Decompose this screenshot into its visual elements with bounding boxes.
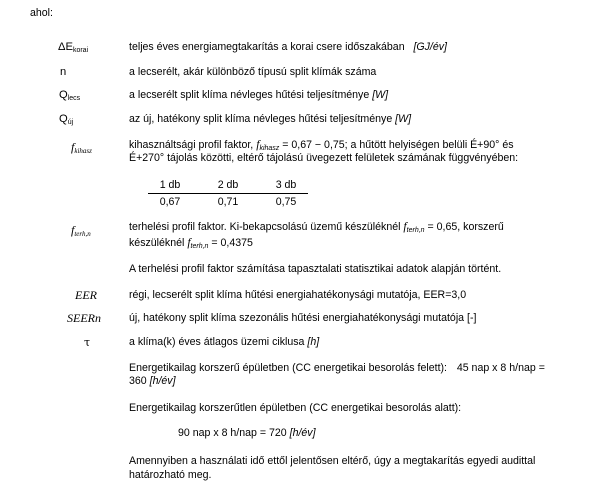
definition-f-terh-line1: terhelési profil faktor. Ki-bekapcsolású üzemű készüléknél $f_{terh,n} = 0,65$, korszerű	[129, 220, 504, 234]
table-cell: 0,75	[275, 196, 297, 208]
table-cell: 0,67	[159, 196, 181, 208]
definition-n: a lecserélt, akár különböző típusú split klímák száma	[129, 66, 377, 78]
table-header-cell: 3 db	[264, 177, 308, 194]
symbol-delta-e-korai: $\Delta E_{korai}$	[58, 41, 89, 54]
symbol-f-kihasz: $f_{kihasz}$	[71, 140, 92, 155]
profile-factor-table	[148, 177, 308, 210]
tau-modern-building-line2: 360 [h/év]	[129, 375, 176, 387]
symbol-f-terh-n: $f_{terh,n}$	[71, 223, 91, 238]
definition-q-lecs: a lecserélt split klíma névleges hűtési teljesítménye [W]	[129, 89, 389, 101]
table-header-cell: 2 db	[206, 177, 264, 194]
definition-q-uj: az új, hatékony split klíma névleges hűtési teljesítménye [W]	[129, 113, 412, 125]
definition-f-kihasz-line2: É+270° tájolás közötti, eltérő tájolású üvegezett felületek számának függvényében:	[129, 152, 519, 164]
symbol-n: n	[60, 66, 67, 78]
symbol-q-lecs: $Q_{lecs}$	[59, 89, 81, 102]
table-header-row	[148, 177, 308, 194]
intro-text: ahol:	[30, 7, 53, 19]
definition-f-kihasz-line1: kihasználtsági profil faktor, $f_{kihasz} = 0,67 - 0,75$; a hűtött helyiségen belüli É+90° és	[129, 138, 514, 152]
tau-modern-building-line1: Energetikailag korszerű épületben (CC energetikai besorolás felett): 45 nap x 8 h/nap =	[129, 362, 545, 374]
tau-audit-note-line2: határozható meg.	[129, 469, 212, 481]
terhelesi-note: A terhelési profil faktor számítása tapasztalati statisztikai adatok alapján történt.	[129, 263, 502, 275]
symbol-eer: EER	[75, 288, 97, 302]
definition-tau: a klíma(k) éves átlagos üzemi ciklusa [h]	[129, 336, 320, 348]
symbol-tau: τ	[84, 336, 91, 349]
table-cell: 0,71	[217, 196, 239, 208]
tau-outdated-building: Energetikailag korszerűtlen épületben (CC energetikai besorolás alatt):	[129, 402, 462, 414]
tau-audit-note-line1: Amennyiben a használati idő ettől jelentősen eltérő, úgy a megtakarítás egyedi audittal	[129, 455, 536, 467]
definition-seern: új, hatékony split klíma szezonális hűtési energiahatékonysági mutatója [-]	[129, 312, 477, 324]
symbol-seern: SEERn	[67, 311, 101, 325]
table-row	[148, 194, 308, 211]
definition-delta-e-korai: teljes éves energiamegtakarítás a korai csere időszakában [GJ/év]	[129, 41, 447, 53]
definition-f-terh-line2: készüléknél $f_{terh,n} = 0,4375$	[129, 236, 253, 250]
definition-eer: régi, lecserélt split klíma hűtési energiahatékonysági mutatója, EER=3,0	[129, 289, 467, 301]
table-header-cell: 1 db	[148, 177, 206, 194]
symbol-q-uj: $Q_{új}$	[59, 113, 74, 126]
tau-outdated-calculation: 90 nap x 8 h/nap = 720 [h/év]	[178, 427, 316, 439]
